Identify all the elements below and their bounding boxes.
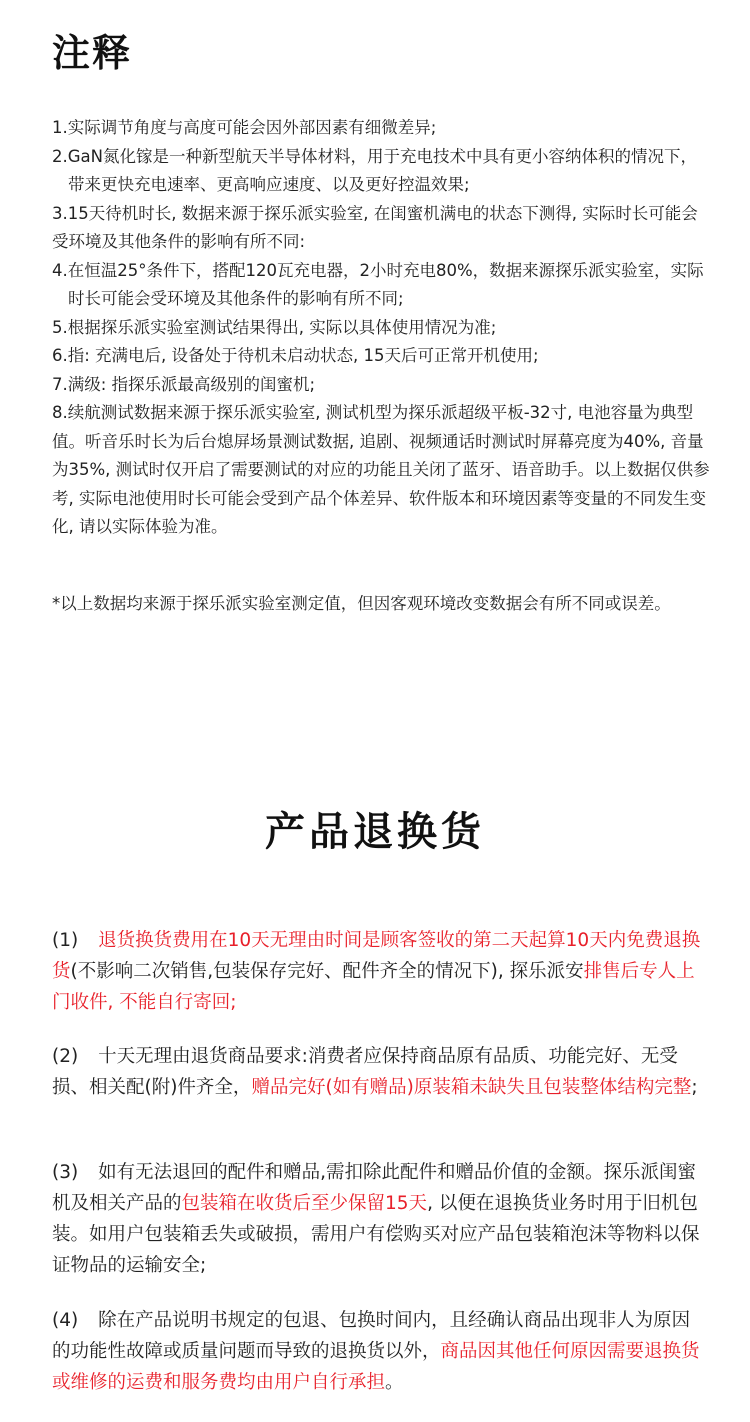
note-item: 3.15天待机时长, 数据来源于探乐派实验室, 在闺蜜机满电的状态下测得, 实际时长可能会受环境及其他条件的影响有所不同: [52,203,698,251]
notes-list [52,114,712,542]
clause-number: (1) [52,930,79,951]
clause-text: (不影响二次销售,包装保存完好、配件齐全的情况下), 探乐派安 [70,961,584,982]
return-clause-3 [52,1157,702,1281]
clause-number: (3) [52,1162,79,1183]
note-item: 5.根据探乐派实验室测试结果得出, 实际以具体使用情况为准; [52,317,497,337]
note-item: 2.GaN氮化镓是一种新型航天半导体材料，用于充电技术中具有更小容纳体积的情况下，带来更快充电速率、更高响应速度、以及更好控温效果; [52,146,697,194]
clause-number: (4) [52,1310,79,1331]
note-item: 4.在恒温25°条件下，搭配120瓦充电器，2小时充电80%，数据来源探乐派实验室，实际时长可能会受环境及其他条件的影响有所不同; [52,260,704,308]
clause-text: ; [691,1077,698,1098]
return-clause-2 [52,1041,702,1103]
clause-text: 十天无理由退货商品要求:消费者应保持商品原有品质、功能完好、无受损、相关配(附)件齐全， [52,1046,678,1098]
clause-highlight: 排售后专人上门收件, 不能自行寄回; [52,961,695,1013]
data-disclaimer: *以上数据均来源于探乐派实验室测定值，但因客观环境改变数据会有所不同或误差。 [52,594,671,613]
note-item: 6.指: 充满电后, 设备处于待机未启动状态, 15天后可正常开机使用; [52,346,539,365]
clause-highlight: 退货换货费用在10天无理由时间是顾客签收的第二天起算10天内免费退换货 [52,930,701,982]
note-item: 1.实际调节角度与高度可能会因外部因素有细微差异; [52,118,437,137]
return-clause-4 [52,1305,702,1398]
clause-highlight: 包装箱在收货后至少保留15天 [181,1193,428,1214]
clause-highlight: 商品因其他任何原因需要退换货或维修的运费和服务费均由用户自行承担 [52,1341,700,1393]
clause-text: 。 [385,1372,404,1393]
clause-text: 除在产品说明书规定的包退、包换时间内，且经确认商品出现非人为原因的功能性故障或质量问题而导致的退换货以外， [52,1310,691,1362]
note-item: 8.续航测试数据来源于探乐派实验室, 测试机型为探乐派超级平板-32寸, 电池容量为典型值。听音乐时长为后台熄屏场景测试数据, 追剧、视频通话时测试时屏幕亮度为40%, 音量为35%, 测试时仅开启了需要测试的对应的功能且关闭了蓝牙、语音助手。以上数据仅供参考, 实际电池使用时长可能会受到产品个体差异、软件版本和环境因素等变量的不同发生变化, 请以实际体验为准。 [52,403,710,536]
clause-text: 如有无法退回的配件和赠品,需扣除此配件和赠品价值的金额。探乐派闺蜜机及相关产品的 [52,1162,696,1214]
clause-text: , 以便在退换货业务时用于旧机包装。如用户包装箱丢失或破损，需用户有偿购买对应产品包装箱泡沫等物料以保证物品的运输安全; [52,1193,700,1276]
notes-title: 注释 [52,31,133,75]
note-item: 7.满级: 指探乐派最高级别的闺蜜机; [52,374,316,394]
return-clause-1 [52,925,702,1018]
clause-highlight: 赠品完好(如有赠品)原装箱未缺失且包装整体结构完整 [251,1077,692,1098]
clause-number: (2) [52,1046,79,1067]
returns-title: 产品退换货 [265,809,485,855]
